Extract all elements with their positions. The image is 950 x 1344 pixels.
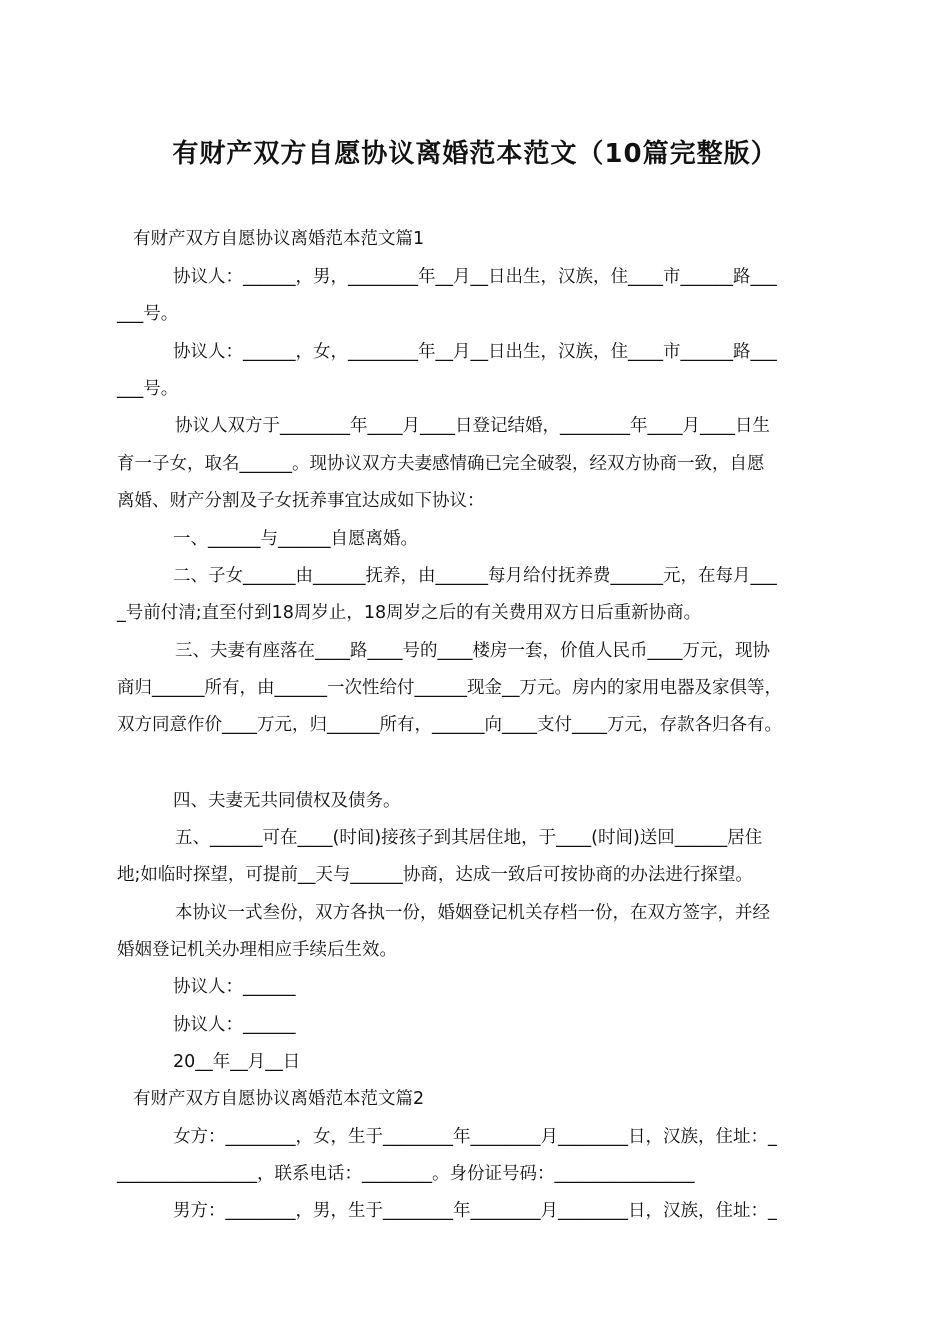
paragraph-line: 三、夫妻有座落在____路____号的____楼房一套，价值人民币____万元，现协 bbox=[175, 641, 770, 661]
paragraph-line: 商归______所有，由______一次性给付______现金__万元。房内的家用电器及家俱等， bbox=[117, 678, 782, 698]
paragraph-line: 女方：________，女，生于________年________月________日，汉族，住址：_ bbox=[173, 1127, 777, 1147]
paragraph-line: _号前付清;直至付到18周岁止，18周岁之后的有关费用双方日后重新协商。 bbox=[117, 603, 702, 623]
paragraph-line: 双方同意作价____万元，归______所有，______向____支付____万元，存款各归各有。 bbox=[117, 715, 782, 735]
paragraph-line: 四、夫妻无共同债权及债务。 bbox=[173, 791, 401, 811]
paragraph-line: ___号。 bbox=[117, 304, 179, 324]
date-line: 20__年__月__日 bbox=[173, 1052, 301, 1072]
paragraph-line: 五、______可在____(时间)接孩子到其居住地，于____(时间)送回______居住 bbox=[175, 828, 763, 848]
paragraph-line: 一、______与______自愿离婚。 bbox=[173, 529, 418, 549]
paragraph-line: ___号。 bbox=[117, 379, 179, 399]
paragraph-line: 离婚、财产分割及子女抚养事宜达成如下协议： bbox=[117, 491, 485, 511]
paragraph-line: 协议人：______，男，________年__月__日出生，汉族，住____市______路___ bbox=[173, 267, 777, 287]
section-heading: 有财产双方自愿协议离婚范本范文篇2 bbox=[133, 1089, 425, 1109]
paragraph-line: 男方：________，男，生于________年________月________日，汉族，住址：_ bbox=[173, 1201, 777, 1221]
signature-line: 协议人：______ bbox=[173, 977, 296, 997]
paragraph-line: 地;如临时探望，可提前__天与______协商，达成一致后可按协商的办法进行探望。 bbox=[117, 865, 753, 885]
paragraph-line: 协议人：______，女，________年__月__日出生，汉族，住____市______路___ bbox=[173, 342, 777, 362]
signature-line: 协议人：______ bbox=[173, 1015, 296, 1035]
paragraph-line: 婚姻登记机关办理相应手续后生效。 bbox=[117, 940, 397, 960]
document-title: 有财产双方自愿协议离婚范本范文（10篇完整版） bbox=[172, 139, 778, 169]
paragraph-line: 二、子女______由______抚养，由______每月给付抚养费______元，在每月___ bbox=[173, 566, 777, 586]
paragraph-line: 育一子女，取名______。现协议双方夫妻感情确已完全破裂，经双方协商一致，自愿 bbox=[117, 454, 765, 474]
paragraph-line: 本协议一式叁份，双方各执一份，婚姻登记机关存档一份，在双方签字，并经 bbox=[175, 903, 770, 923]
section-heading: 有财产双方自愿协议离婚范本范文篇1 bbox=[133, 229, 425, 249]
paragraph-line: ________________，联系电话：________。身份证号码：________________ bbox=[117, 1164, 695, 1184]
paragraph-line: 协议人双方于________年____月____日登记结婚，________年____月____日生 bbox=[175, 416, 770, 436]
